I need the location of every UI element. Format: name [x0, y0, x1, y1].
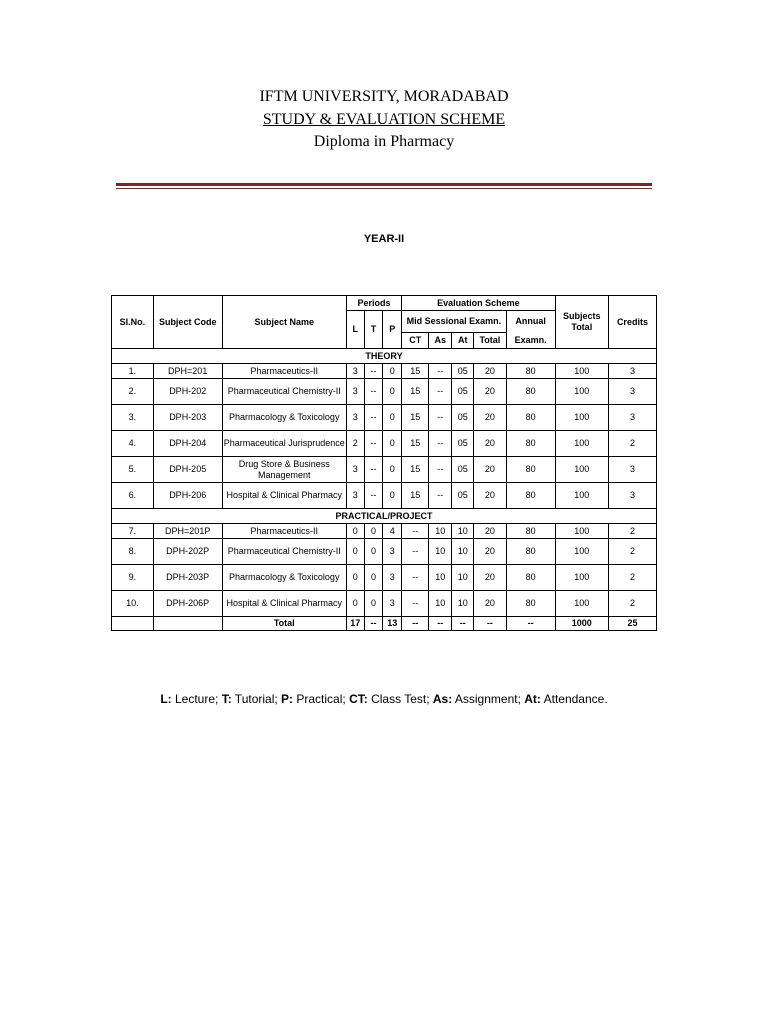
total-cell-as: --: [429, 617, 452, 631]
cell-p: 3: [383, 539, 402, 565]
cell-t: 0: [364, 565, 383, 591]
cell-t: --: [364, 431, 383, 457]
cell-ct: --: [402, 539, 429, 565]
cell-total: 20: [474, 591, 506, 617]
cell-sl: 10.: [112, 591, 154, 617]
cell-sl: 5.: [112, 457, 154, 483]
cell-annual: 80: [506, 539, 555, 565]
cell-p: 0: [383, 431, 402, 457]
cell-sl: 2.: [112, 379, 154, 405]
legend-text: Assignment;: [452, 692, 525, 706]
cell-t: --: [364, 483, 383, 509]
cell-ct: 15: [402, 364, 429, 379]
cell-code: DPH-202: [153, 379, 222, 405]
cell-sub_total: 100: [555, 591, 608, 617]
total-cell-empty: [112, 617, 154, 631]
cell-sl: 7.: [112, 524, 154, 539]
header-subjects-total: Subjects Total: [555, 296, 608, 349]
legend-key: CT:: [349, 692, 368, 706]
cell-p: 3: [383, 591, 402, 617]
header-subject-code: Subject Code: [153, 296, 222, 349]
program-title: Diploma in Pharmacy: [313, 133, 455, 150]
cell-l: 0: [346, 591, 364, 617]
legend-key: As:: [432, 692, 453, 706]
cell-code: DPH=201P: [153, 524, 222, 539]
table-row: [112, 457, 657, 483]
legend-text: Tutorial;: [231, 692, 282, 706]
cell-name: Pharmaceutics-II: [222, 524, 346, 539]
cell-ct: 15: [402, 483, 429, 509]
total-cell-empty: [153, 617, 222, 631]
cell-code: DPH-204: [153, 431, 222, 457]
cell-sub_total: 100: [555, 483, 608, 509]
total-cell-credits: 25: [608, 617, 656, 631]
cell-l: 3: [346, 457, 364, 483]
cell-annual: 80: [506, 431, 555, 457]
practical-section-row: [112, 509, 657, 524]
table-row: [112, 405, 657, 431]
header-as: As: [429, 333, 452, 349]
cell-sub_total: 100: [555, 405, 608, 431]
cell-name: Drug Store & Business Management: [222, 457, 346, 483]
header-total: Total: [474, 333, 506, 349]
legend-key: T:: [221, 692, 232, 706]
scheme-title: STUDY & EVALUATION SCHEME: [262, 110, 506, 128]
cell-name: Hospital & Clinical Pharmacy: [222, 483, 346, 509]
table-row: [112, 591, 657, 617]
cell-p: 0: [383, 483, 402, 509]
cell-as: 10: [429, 565, 452, 591]
cell-at: 05: [452, 379, 474, 405]
cell-as: 10: [429, 539, 452, 565]
cell-credits: 3: [608, 457, 656, 483]
header-subject-name: Subject Name: [222, 296, 346, 349]
header-t: T: [364, 311, 383, 349]
cell-total: 20: [474, 483, 506, 509]
cell-as: 10: [429, 591, 452, 617]
cell-sub_total: 100: [555, 565, 608, 591]
section-heading: THEORY: [112, 349, 657, 364]
cell-credits: 2: [608, 431, 656, 457]
cell-t: --: [364, 405, 383, 431]
table-row: [112, 431, 657, 457]
cell-credits: 3: [608, 364, 656, 379]
header-p: P: [383, 311, 402, 349]
cell-as: --: [429, 431, 452, 457]
cell-ct: 15: [402, 405, 429, 431]
cell-annual: 80: [506, 379, 555, 405]
total-row: [112, 617, 657, 631]
section-heading: PRACTICAL/PROJECT: [112, 509, 657, 524]
cell-credits: 3: [608, 483, 656, 509]
cell-annual: 80: [506, 524, 555, 539]
table-row: [112, 379, 657, 405]
cell-ct: 15: [402, 379, 429, 405]
cell-ct: --: [402, 591, 429, 617]
cell-p: 0: [383, 379, 402, 405]
cell-total: 20: [474, 457, 506, 483]
cell-l: 3: [346, 364, 364, 379]
total-cell-at: --: [452, 617, 474, 631]
header-divider-thin: [116, 188, 652, 189]
header-mid-sessional: Mid Sessional Examn.: [402, 311, 506, 333]
cell-p: 0: [383, 364, 402, 379]
cell-at: 05: [452, 483, 474, 509]
university-title: IFTM UNIVERSITY, MORADABAD: [259, 88, 509, 105]
cell-p: 3: [383, 565, 402, 591]
cell-total: 20: [474, 431, 506, 457]
total-cell-l: 17: [346, 617, 364, 631]
evaluation-scheme-table: [111, 295, 657, 631]
table-row: [112, 483, 657, 509]
abbreviation-legend: [0, 692, 768, 706]
cell-total: 20: [474, 405, 506, 431]
table-row: [112, 565, 657, 591]
cell-total: 20: [474, 565, 506, 591]
header-annual-examn: Examn.: [506, 333, 555, 349]
cell-ct: 15: [402, 457, 429, 483]
cell-credits: 3: [608, 379, 656, 405]
cell-as: --: [429, 483, 452, 509]
cell-at: 05: [452, 457, 474, 483]
legend-text: Practical;: [293, 692, 350, 706]
header-credits: Credits: [608, 296, 656, 349]
cell-ct: --: [402, 524, 429, 539]
header-divider: [116, 183, 652, 186]
document-header: [0, 86, 768, 154]
cell-at: 10: [452, 539, 474, 565]
cell-annual: 80: [506, 565, 555, 591]
legend-text: Lecture;: [171, 692, 222, 706]
cell-l: 2: [346, 431, 364, 457]
year-label: YEAR-II: [363, 233, 405, 245]
cell-ct: --: [402, 565, 429, 591]
cell-p: 0: [383, 405, 402, 431]
cell-name: Pharmaceutical Chemistry-II: [222, 379, 346, 405]
cell-t: 0: [364, 591, 383, 617]
cell-name: Hospital & Clinical Pharmacy: [222, 591, 346, 617]
cell-total: 20: [474, 379, 506, 405]
cell-sub_total: 100: [555, 364, 608, 379]
cell-t: 0: [364, 539, 383, 565]
cell-code: DPH=201: [153, 364, 222, 379]
cell-as: --: [429, 457, 452, 483]
cell-sl: 6.: [112, 483, 154, 509]
cell-credits: 3: [608, 405, 656, 431]
cell-l: 3: [346, 405, 364, 431]
table-row: [112, 364, 657, 379]
total-cell-sub_total: 1000: [555, 617, 608, 631]
header-ct: CT: [402, 333, 429, 349]
cell-name: Pharmaceutical Chemistry-II: [222, 539, 346, 565]
cell-t: --: [364, 364, 383, 379]
cell-l: 0: [346, 565, 364, 591]
cell-at: 10: [452, 591, 474, 617]
cell-p: 4: [383, 524, 402, 539]
cell-sl: 4.: [112, 431, 154, 457]
cell-at: 05: [452, 364, 474, 379]
cell-annual: 80: [506, 591, 555, 617]
total-cell-label: Total: [222, 617, 346, 631]
cell-credits: 2: [608, 524, 656, 539]
theory-section-row: [112, 349, 657, 364]
cell-name: Pharmaceutics-II: [222, 364, 346, 379]
cell-name: Pharmacology & Toxicology: [222, 565, 346, 591]
cell-ct: 15: [402, 431, 429, 457]
cell-at: 05: [452, 431, 474, 457]
cell-p: 0: [383, 457, 402, 483]
cell-l: 3: [346, 379, 364, 405]
cell-code: DPH-206: [153, 483, 222, 509]
cell-l: 3: [346, 483, 364, 509]
cell-sub_total: 100: [555, 524, 608, 539]
cell-as: 10: [429, 524, 452, 539]
table-row: [112, 524, 657, 539]
header-annual: Annual: [506, 311, 555, 333]
legend-key: P:: [281, 692, 294, 706]
header-at: At: [452, 333, 474, 349]
cell-credits: 2: [608, 539, 656, 565]
cell-at: 10: [452, 565, 474, 591]
total-cell-total: --: [474, 617, 506, 631]
cell-total: 20: [474, 364, 506, 379]
cell-credits: 2: [608, 591, 656, 617]
cell-sub_total: 100: [555, 379, 608, 405]
cell-sl: 9.: [112, 565, 154, 591]
cell-code: DPH-203: [153, 405, 222, 431]
cell-sub_total: 100: [555, 539, 608, 565]
cell-code: DPH-206P: [153, 591, 222, 617]
cell-sub_total: 100: [555, 457, 608, 483]
cell-code: DPH-203P: [153, 565, 222, 591]
cell-total: 20: [474, 539, 506, 565]
cell-at: 10: [452, 524, 474, 539]
cell-as: --: [429, 364, 452, 379]
cell-code: DPH-205: [153, 457, 222, 483]
cell-annual: 80: [506, 405, 555, 431]
table-row: [112, 539, 657, 565]
cell-l: 0: [346, 524, 364, 539]
total-cell-t: --: [364, 617, 383, 631]
header-periods: Periods: [346, 296, 401, 311]
cell-sl: 3.: [112, 405, 154, 431]
legend-key: At:: [524, 692, 541, 706]
cell-as: --: [429, 379, 452, 405]
legend-text: Class Test;: [367, 692, 433, 706]
cell-name: Pharmaceutical Jurisprudence: [222, 431, 346, 457]
cell-name: Pharmacology & Toxicology: [222, 405, 346, 431]
total-cell-annual: --: [506, 617, 555, 631]
total-cell-ct: --: [402, 617, 429, 631]
total-cell-p: 13: [383, 617, 402, 631]
cell-at: 05: [452, 405, 474, 431]
cell-sub_total: 100: [555, 431, 608, 457]
cell-sl: 8.: [112, 539, 154, 565]
cell-total: 20: [474, 524, 506, 539]
cell-credits: 2: [608, 565, 656, 591]
cell-code: DPH-202P: [153, 539, 222, 565]
cell-annual: 80: [506, 483, 555, 509]
cell-t: 0: [364, 524, 383, 539]
cell-t: --: [364, 457, 383, 483]
cell-annual: 80: [506, 457, 555, 483]
cell-annual: 80: [506, 364, 555, 379]
header-slno: Sl.No.: [112, 296, 154, 349]
header-evaluation-scheme: Evaluation Scheme: [402, 296, 556, 311]
cell-l: 0: [346, 539, 364, 565]
cell-as: --: [429, 405, 452, 431]
legend-text: Attendance.: [540, 692, 608, 706]
header-l: L: [346, 311, 364, 349]
cell-sl: 1.: [112, 364, 154, 379]
cell-t: --: [364, 379, 383, 405]
legend-key: L:: [160, 692, 172, 706]
